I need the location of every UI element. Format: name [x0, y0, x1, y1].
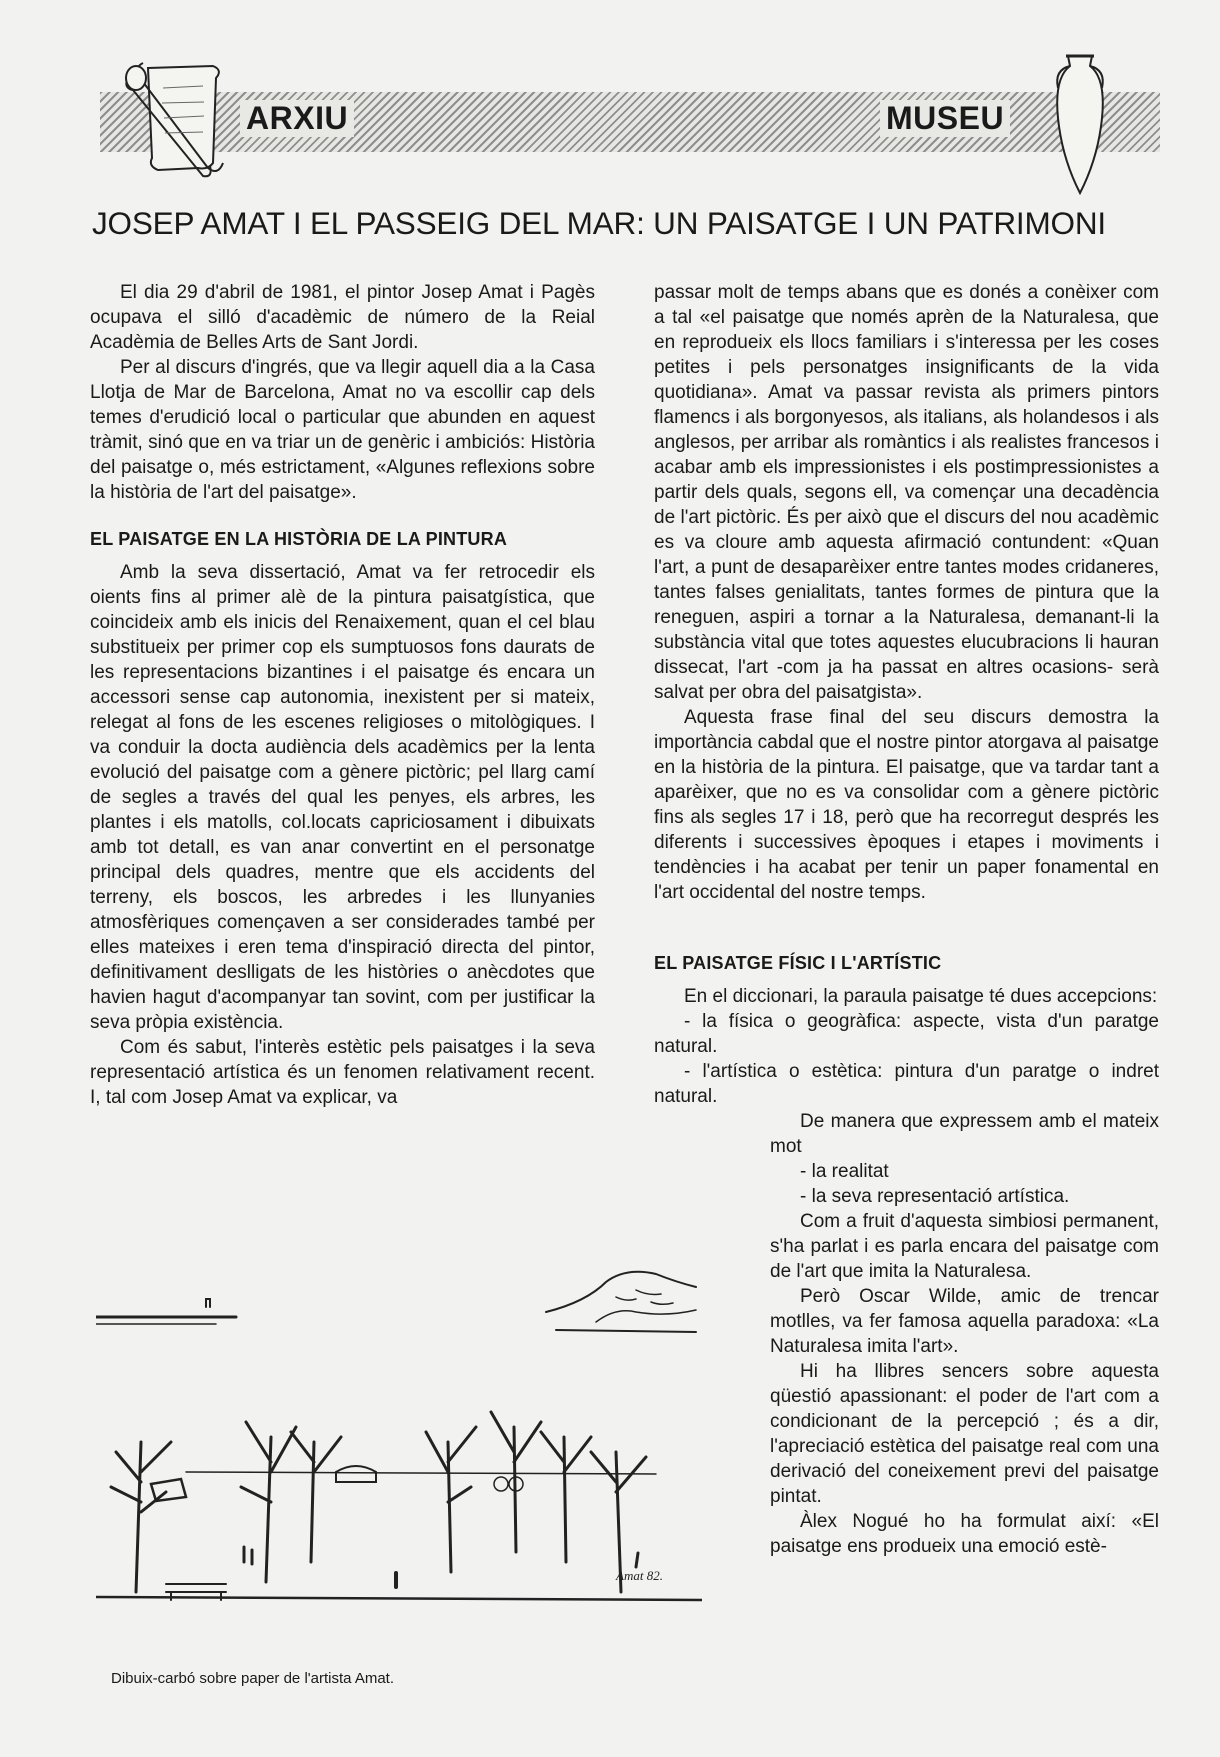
- paragraph: - la realitat: [800, 1161, 889, 1182]
- paragraph: Àlex Nogué ho ha formulat així: «El paisatge ens produeix una emoció estè-: [770, 1511, 1159, 1557]
- paragraph: Hi ha llibres sencers sobre aquesta qüestió apassionant: el poder de l'art com a condicionant de la percepció ; és a dir, l'apreciació estètica del paisatge real com una derivació del coneixement previ del paisatge pintat.: [770, 1361, 1159, 1507]
- paragraph: - la seva representació artística.: [800, 1186, 1070, 1207]
- section-label-arxiu: ARXIU: [240, 100, 354, 137]
- paragraph: De manera que expressem amb el mateix mot: [770, 1111, 1159, 1157]
- paragraph: Amb la seva dissertació, Amat va fer retrocedir els oients fins al primer alè de la pintura paisatgística, que coincideix amb els inicis del Renaixement, quan el cel blau substitueix per primer cop els sumptuosos fons daurats de les representacions bizantines i el paisatge és encara un accessori sense cap autonomia, inexistent per si mateix, relegat al fons de les escenes religioses o mitològiques. I va conduir la docta audiència dels acadèmics per la lenta evolució del paisatge com a gènere pictòric; pel llarg camí de segles a través del qual les penyes, els arbres, les plantes i els matolls, col.locats capriciosament i dibuixats amb tot detall, es van anar convertint en el personatge principal dels quadres, mentre que els accidents del terreny, els boscos, les arbredes i les llunyanies atmosfèriques començaven a ser considerades també per elles mateixes i eren tema d'inspiració directa del pintor, definitivament deslligats de les històries o anècdotes que havien hagut d'acompanyar tan sovint, com per justificar la seva pròpia existència.: [90, 562, 595, 1033]
- scroll-icon: [118, 58, 228, 178]
- paragraph: Per al discurs d'ingrés, que va llegir aquell dia a la Casa Llotja de Mar de Barcelona, Amat no va escollir cap dels temes d'erudició local o particular que abunden en aquest tràmit, sinó que en va triar un de genèric i ambiciós: Història del paisatge o, més estrictament, «Algunes reflexions sobre la història de l'art del paisatge».: [90, 357, 595, 503]
- section-heading: EL PAISATGE EN LA HISTÒRIA DE LA PINTURA: [90, 529, 508, 549]
- charcoal-drawing: [96, 1262, 702, 1624]
- paragraph: Com a fruit d'aquesta simbiosi permanent, s'ha parlat i es parla encara del paisatge com de l'art que imita la Naturalesa.: [770, 1211, 1159, 1282]
- paragraph: El dia 29 d'abril de 1981, el pintor Josep Amat i Pagès ocupava el silló d'acadèmic de número de la Reial Acadèmia de Belles Arts de Sant Jordi.: [90, 282, 595, 353]
- column-right: [654, 280, 1159, 1559]
- paragraph: Aquesta frase final del seu discurs demostra la importància cabdal que el nostre pintor atorgava al paisatge en la història de la pintura. El paisatge, que va tardar tant a aparèixer, que no es va consolidar com a gènere pictòric fins als segles 17 i 18, però que ha recorregut després les diferents i successives èpoques i etapes i moviments i tendències i ha acabat per tenir un paper fonamental en l'art occidental del nostre temps.: [654, 707, 1159, 903]
- paragraph: - la física o geogràfica: aspecte, vista d'un paratge natural.: [654, 1011, 1159, 1057]
- paragraph: Com és sabut, l'interès estètic pels paisatges i la seva representació artística és un fenomen relativament recent. I, tal com Josep Amat va explicar, va: [90, 1037, 595, 1108]
- page-title: JOSEP AMAT I EL PASSEIG DEL MAR: UN PAISATGE I UN PATRIMONI: [92, 205, 1106, 241]
- paragraph: - l'artística o estètica: pintura d'un paratge o indret natural.: [654, 1061, 1159, 1107]
- section-heading: EL PAISATGE FÍSIC I L'ARTÍSTIC: [654, 953, 942, 973]
- paragraph: passar molt de temps abans que es donés a conèixer com a tal «el paisatge que només aprèn de la Naturalesa, que en reprodueix els llocs familiars i s'interessa per les coses petites i pels personatges insignificants de la vida quotidiana». Amat va passar revista als primers pintors flamencs i als borgonyesos, als italians, als holandesos i als anglesos, per arribar als romàntics i als realistes francesos i acabar amb els impressionistes i els postimpressionistes a partir dels quals, segons ell, va començar una decadència de l'art pictòric. És per això que el discurs del nou acadèmic es va cloure amb aquesta afirmació contundent: «Quan l'art, a punt de desaparèixer entre tantes modes cridaneres, tantes falses genialitats, tantes formes de pintura que la reneguen, aspiri a tornar a la Naturalesa, demanant-li la substància vital que totes aquestes elucubracions li hauran dissecat, l'art -com ja ha passat en altres ocasions- serà salvat per obra del paisatgista».: [654, 282, 1159, 703]
- paragraph: En el diccionari, la paraula paisatge té dues accepcions:: [684, 986, 1158, 1007]
- column-left: [90, 280, 595, 1110]
- section-label-museu: MUSEU: [880, 100, 1010, 137]
- header-banner: [100, 92, 1160, 152]
- paragraph: Però Oscar Wilde, amic de trencar motlles, va fer famosa aquella paradoxa: «La Naturalesa imita l'art».: [770, 1286, 1159, 1357]
- figure-caption: Dibuix-carbó sobre paper de l'artista Amat.: [111, 1670, 395, 1687]
- amphora-icon: [1050, 48, 1110, 198]
- narrow-text-block: [770, 1109, 1159, 1559]
- artist-signature: Amat 82.: [616, 1568, 663, 1583]
